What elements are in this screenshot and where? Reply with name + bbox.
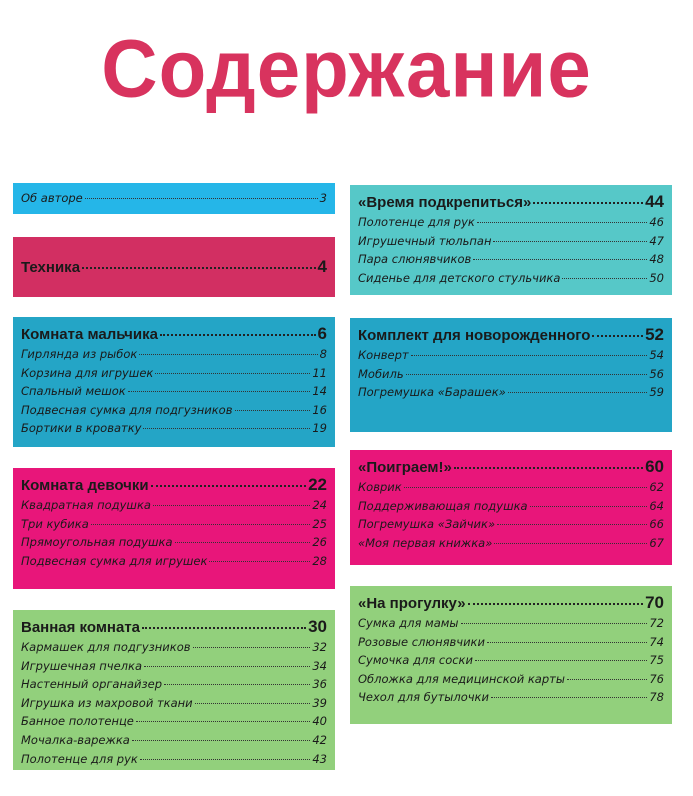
toc-entry-label: Коврик bbox=[358, 480, 402, 494]
toc-section-right-2 bbox=[350, 450, 672, 565]
toc-entry-page: 19 bbox=[312, 421, 327, 436]
toc-entry-label: Погремушка «Барашек» bbox=[358, 385, 506, 400]
section-heading-label: «Время подкрепиться» bbox=[358, 194, 532, 211]
toc-entry-page: 28 bbox=[312, 553, 327, 568]
toc-entry[interactable] bbox=[21, 345, 327, 364]
section-heading-label: Ванная комната bbox=[21, 619, 141, 636]
dot-leader bbox=[136, 721, 310, 722]
dot-leader bbox=[132, 740, 311, 741]
section-heading-label: Комплект для новорожденного bbox=[358, 327, 591, 344]
dot-leader bbox=[493, 241, 647, 242]
page-title: Содержание bbox=[101, 21, 592, 115]
toc-entry-label: Поддерживающая подушка bbox=[358, 498, 528, 513]
dot-leader bbox=[494, 543, 647, 544]
section-heading-label: Комната мальчика bbox=[21, 326, 158, 343]
toc-entry-label: «Моя первая книжка» bbox=[358, 535, 493, 550]
dot-leader bbox=[128, 391, 311, 392]
dot-leader bbox=[142, 627, 306, 629]
toc-entry-page: 3 bbox=[319, 191, 327, 205]
dot-leader bbox=[82, 267, 315, 269]
toc-entry[interactable] bbox=[21, 694, 327, 713]
section-heading-page: 22 bbox=[308, 475, 327, 494]
toc-entry[interactable] bbox=[21, 496, 327, 515]
toc-entry-label: Корзина для игрушек bbox=[21, 365, 154, 380]
dot-leader bbox=[562, 278, 647, 279]
section-heading-label: «Поиграем!» bbox=[358, 459, 452, 476]
dot-leader bbox=[406, 374, 648, 375]
section-heading[interactable] bbox=[358, 324, 664, 346]
toc-entry-label: Игрушечная пчелка bbox=[21, 658, 143, 673]
section-heading[interactable] bbox=[21, 616, 327, 638]
toc-entry[interactable] bbox=[358, 515, 664, 534]
section-heading[interactable] bbox=[21, 256, 327, 278]
toc-entry-page: 67 bbox=[649, 535, 664, 550]
toc-entry-label: Обложка для медицинской карты bbox=[358, 671, 565, 686]
toc-section-left-3 bbox=[13, 468, 335, 589]
toc-section-left-1 bbox=[13, 237, 335, 297]
toc-section-right-1 bbox=[350, 318, 672, 432]
toc-entry-label: Розовые слюнявчики bbox=[358, 634, 485, 649]
toc-entry[interactable] bbox=[21, 657, 327, 676]
toc-entry-page: 50 bbox=[649, 270, 664, 285]
toc-entry-page: 16 bbox=[312, 402, 327, 417]
section-heading[interactable] bbox=[358, 456, 664, 478]
toc-section-right-3 bbox=[350, 586, 672, 724]
toc-entry-label: Гирлянда из рыбок bbox=[21, 347, 138, 361]
toc-entry[interactable] bbox=[21, 750, 327, 769]
toc-entry-page: 42 bbox=[312, 732, 327, 747]
dot-leader bbox=[143, 428, 310, 429]
toc-section-left-0 bbox=[13, 183, 335, 214]
section-heading[interactable] bbox=[21, 323, 327, 345]
dot-leader bbox=[454, 467, 643, 469]
section-heading-page: 44 bbox=[645, 192, 664, 211]
toc-entry[interactable] bbox=[358, 346, 664, 365]
dot-leader bbox=[497, 524, 647, 525]
section-heading-page: 52 bbox=[645, 325, 664, 344]
toc-entry[interactable] bbox=[21, 552, 327, 571]
toc-entry-page: 66 bbox=[649, 517, 664, 532]
toc-entry-label: Об авторе bbox=[21, 191, 83, 205]
toc-entry-label: Квадратная подушка bbox=[21, 498, 151, 512]
toc-entry-page: 54 bbox=[649, 348, 664, 362]
toc-entry-label: Сумочка для соски bbox=[358, 653, 473, 668]
toc-entry[interactable] bbox=[358, 250, 664, 269]
toc-section-left-2 bbox=[13, 317, 335, 447]
toc-entry-label: Игрушечный тюльпан bbox=[358, 233, 492, 248]
toc-entry[interactable] bbox=[21, 364, 327, 383]
section-heading-page: 4 bbox=[317, 257, 327, 276]
toc-entry-label: Три кубика bbox=[21, 516, 89, 531]
toc-entry-page: 24 bbox=[312, 498, 327, 512]
toc-entry[interactable] bbox=[21, 515, 327, 534]
toc-entry[interactable] bbox=[21, 712, 327, 731]
toc-entry-page: 48 bbox=[649, 252, 664, 267]
toc-entry[interactable] bbox=[358, 232, 664, 251]
toc-entry[interactable] bbox=[21, 401, 327, 420]
section-heading-page: 70 bbox=[645, 593, 664, 612]
section-heading-page: 30 bbox=[308, 617, 327, 636]
toc-entry-page: 34 bbox=[312, 658, 327, 673]
dot-leader bbox=[195, 703, 311, 704]
toc-entry[interactable] bbox=[358, 213, 664, 232]
toc-entry[interactable] bbox=[21, 382, 327, 401]
dot-leader bbox=[530, 506, 648, 507]
dot-leader bbox=[475, 660, 647, 661]
toc-entry-label: Бортики в кроватку bbox=[21, 421, 142, 436]
dot-leader bbox=[164, 684, 310, 685]
toc-entry-label: Подвесная сумка для подгузников bbox=[21, 402, 233, 417]
toc-entry[interactable] bbox=[21, 189, 327, 208]
toc-entry[interactable] bbox=[358, 670, 664, 689]
toc-entry-page: 64 bbox=[649, 498, 664, 513]
dot-leader bbox=[508, 392, 648, 393]
section-heading-label: «На прогулку» bbox=[358, 595, 466, 612]
toc-entry[interactable] bbox=[21, 533, 327, 552]
dot-leader bbox=[487, 642, 647, 643]
toc-entry[interactable] bbox=[21, 638, 327, 657]
toc-entry-page: 8 bbox=[319, 347, 327, 361]
dot-leader bbox=[139, 354, 317, 355]
toc-entry[interactable] bbox=[358, 614, 664, 633]
dot-leader bbox=[404, 487, 648, 488]
toc-entry-label: Банное полотенце bbox=[21, 714, 134, 729]
toc-entry[interactable] bbox=[21, 731, 327, 750]
toc-entry-label: Погремушка «Зайчик» bbox=[358, 517, 496, 532]
section-heading-label: Техника bbox=[21, 259, 81, 276]
toc-entry[interactable] bbox=[21, 419, 327, 438]
toc-entry-label: Спальный мешок bbox=[21, 384, 126, 399]
dot-leader bbox=[592, 335, 643, 337]
toc-entry-page: 39 bbox=[312, 695, 327, 710]
toc-entry-page: 74 bbox=[649, 634, 664, 649]
toc-entry[interactable] bbox=[358, 383, 664, 402]
dot-leader bbox=[461, 623, 648, 624]
toc-entry[interactable] bbox=[358, 497, 664, 516]
dot-leader bbox=[153, 505, 310, 506]
toc-entry-page: 78 bbox=[649, 690, 664, 705]
dot-leader bbox=[491, 697, 647, 698]
toc-entry-page: 47 bbox=[649, 233, 664, 248]
toc-entry-page: 56 bbox=[649, 366, 664, 381]
dot-leader bbox=[468, 603, 644, 605]
toc-entry-label: Конверт bbox=[358, 348, 409, 362]
section-heading[interactable] bbox=[358, 592, 664, 614]
toc-entry[interactable] bbox=[358, 269, 664, 288]
dot-leader bbox=[91, 524, 311, 525]
toc-entry-label: Мобиль bbox=[358, 366, 404, 381]
toc-entry-page: 76 bbox=[649, 671, 664, 686]
dot-leader bbox=[155, 373, 310, 374]
toc-entry-page: 59 bbox=[649, 385, 664, 400]
toc-entry-label: Пара слюнявчиков bbox=[358, 252, 472, 267]
toc-entry-page: 72 bbox=[649, 616, 664, 630]
toc-entry-page: 75 bbox=[649, 653, 664, 668]
toc-entry-page: 11 bbox=[312, 365, 327, 380]
toc-entry-page: 14 bbox=[312, 384, 327, 399]
toc-entry[interactable] bbox=[358, 534, 664, 553]
toc-entry-label: Сиденье для детского стульчика bbox=[358, 270, 561, 285]
toc-entry[interactable] bbox=[358, 365, 664, 384]
dot-leader bbox=[160, 334, 316, 336]
section-heading-page: 60 bbox=[645, 457, 664, 476]
toc-entry-page: 40 bbox=[312, 714, 327, 729]
toc-entry-page: 46 bbox=[649, 215, 664, 229]
toc-entry-label: Кармашек для подгузников bbox=[21, 640, 191, 654]
toc-entry-page: 62 bbox=[649, 480, 664, 494]
dot-leader bbox=[477, 222, 648, 223]
toc-entry[interactable] bbox=[358, 633, 664, 652]
toc-section-right-0 bbox=[350, 185, 672, 295]
toc-entry-page: 36 bbox=[312, 677, 327, 692]
toc-entry[interactable] bbox=[21, 675, 327, 694]
dot-leader bbox=[175, 542, 311, 543]
section-heading-label: Комната девочки bbox=[21, 477, 149, 494]
dot-leader bbox=[151, 485, 306, 487]
toc-entry-label: Чехол для бутылочки bbox=[358, 690, 489, 705]
toc-entry-label: Настенный органайзер bbox=[21, 677, 162, 692]
toc-entry[interactable] bbox=[358, 651, 664, 670]
dot-leader bbox=[140, 759, 311, 760]
dot-leader bbox=[235, 410, 311, 411]
toc-entry-label: Прямоугольная подушка bbox=[21, 535, 173, 550]
toc-entry-page: 26 bbox=[312, 535, 327, 550]
toc-entry-label: Сумка для мамы bbox=[358, 616, 459, 630]
section-heading[interactable] bbox=[21, 474, 327, 496]
dot-leader bbox=[411, 355, 648, 356]
toc-entry-label: Подвесная сумка для игрушек bbox=[21, 553, 208, 568]
section-heading-page: 6 bbox=[317, 324, 327, 343]
dot-leader bbox=[193, 647, 311, 648]
toc-entry-label: Полотенце для рук bbox=[358, 215, 475, 229]
toc-entry-page: 43 bbox=[312, 751, 327, 766]
toc-entry[interactable] bbox=[358, 688, 664, 707]
toc-entry-label: Полотенце для рук bbox=[21, 751, 138, 766]
dot-leader bbox=[144, 666, 310, 667]
toc-section-left-4 bbox=[13, 610, 335, 770]
dot-leader bbox=[567, 679, 647, 680]
dot-leader bbox=[533, 202, 643, 204]
toc-entry-page: 25 bbox=[312, 516, 327, 531]
dot-leader bbox=[85, 198, 318, 199]
toc-entry-label: Игрушка из махровой ткани bbox=[21, 695, 193, 710]
toc-entry-label: Мочалка-варежка bbox=[21, 732, 130, 747]
toc-entry[interactable] bbox=[358, 478, 664, 497]
dot-leader bbox=[473, 259, 647, 260]
section-heading[interactable] bbox=[358, 191, 664, 213]
dot-leader bbox=[209, 561, 310, 562]
toc-entry-page: 32 bbox=[312, 640, 327, 654]
